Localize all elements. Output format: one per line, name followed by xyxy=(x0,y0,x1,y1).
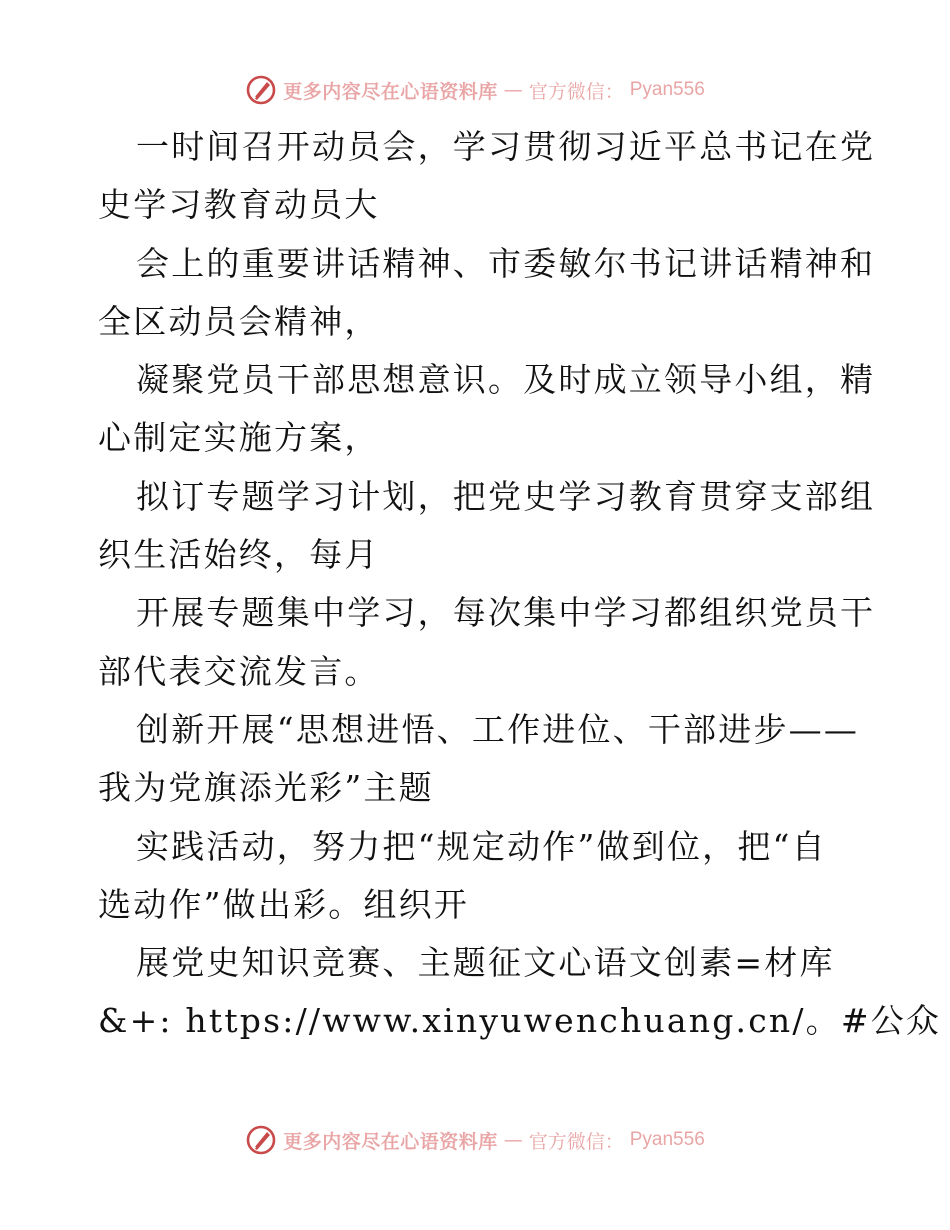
body-line: &+: https://www.xinyuwenchuang.cn/。#公众 xyxy=(98,1001,942,1041)
header-watermark xyxy=(0,70,950,110)
footer-watermark xyxy=(0,1120,950,1160)
body-line: 织生活始终，每月 xyxy=(98,535,380,575)
body-line: 心制定实施方案， xyxy=(98,418,380,458)
body-line: 拟订专题学习计划，把党史学习教育贯穿支部组 xyxy=(136,476,876,516)
body-line: 选动作”做出彩。组织开 xyxy=(98,884,470,924)
watermark-wechat-id: Pyan556 xyxy=(629,1129,705,1150)
body-line: 全区动员会精神， xyxy=(98,301,380,341)
watermark-brand: 更多内容尽在心语资料库 xyxy=(283,80,498,103)
body-line: 史学习教育动员大 xyxy=(98,185,380,225)
watermark-dash: — xyxy=(503,79,523,101)
watermark-label: 官方微信： xyxy=(528,1130,624,1153)
document-body xyxy=(98,118,942,1051)
body-line: 实践活动，努力把“规定动作”做到位，把“自 xyxy=(136,826,827,866)
body-line: 凝聚党员干部思想意识。及时成立领导小组，精 xyxy=(136,360,876,400)
watermark-dash: — xyxy=(503,1129,523,1151)
body-line: 开展专题集中学习，每次集中学习都组织党员干 xyxy=(136,593,876,633)
quill-logo-icon xyxy=(245,74,277,106)
watermark-wechat-id: Pyan556 xyxy=(629,79,705,100)
watermark-label: 官方微信： xyxy=(528,80,624,103)
body-line: 部代表交流发言。 xyxy=(98,651,380,691)
body-line: 会上的重要讲话精神、市委敏尔书记讲话精神和 xyxy=(136,243,876,283)
body-line: 创新开展“思想进悟、工作进位、干部进步—— xyxy=(136,709,860,749)
body-line: 展党史知识竞赛、主题征文心语文创素=材库 xyxy=(136,943,835,983)
watermark-brand: 更多内容尽在心语资料库 xyxy=(283,1130,498,1153)
quill-logo-icon xyxy=(245,1124,277,1156)
body-line: 一时间召开动员会，学习贯彻习近平总书记在党 xyxy=(136,127,876,166)
body-line: 我为党旗添光彩”主题 xyxy=(98,768,434,808)
